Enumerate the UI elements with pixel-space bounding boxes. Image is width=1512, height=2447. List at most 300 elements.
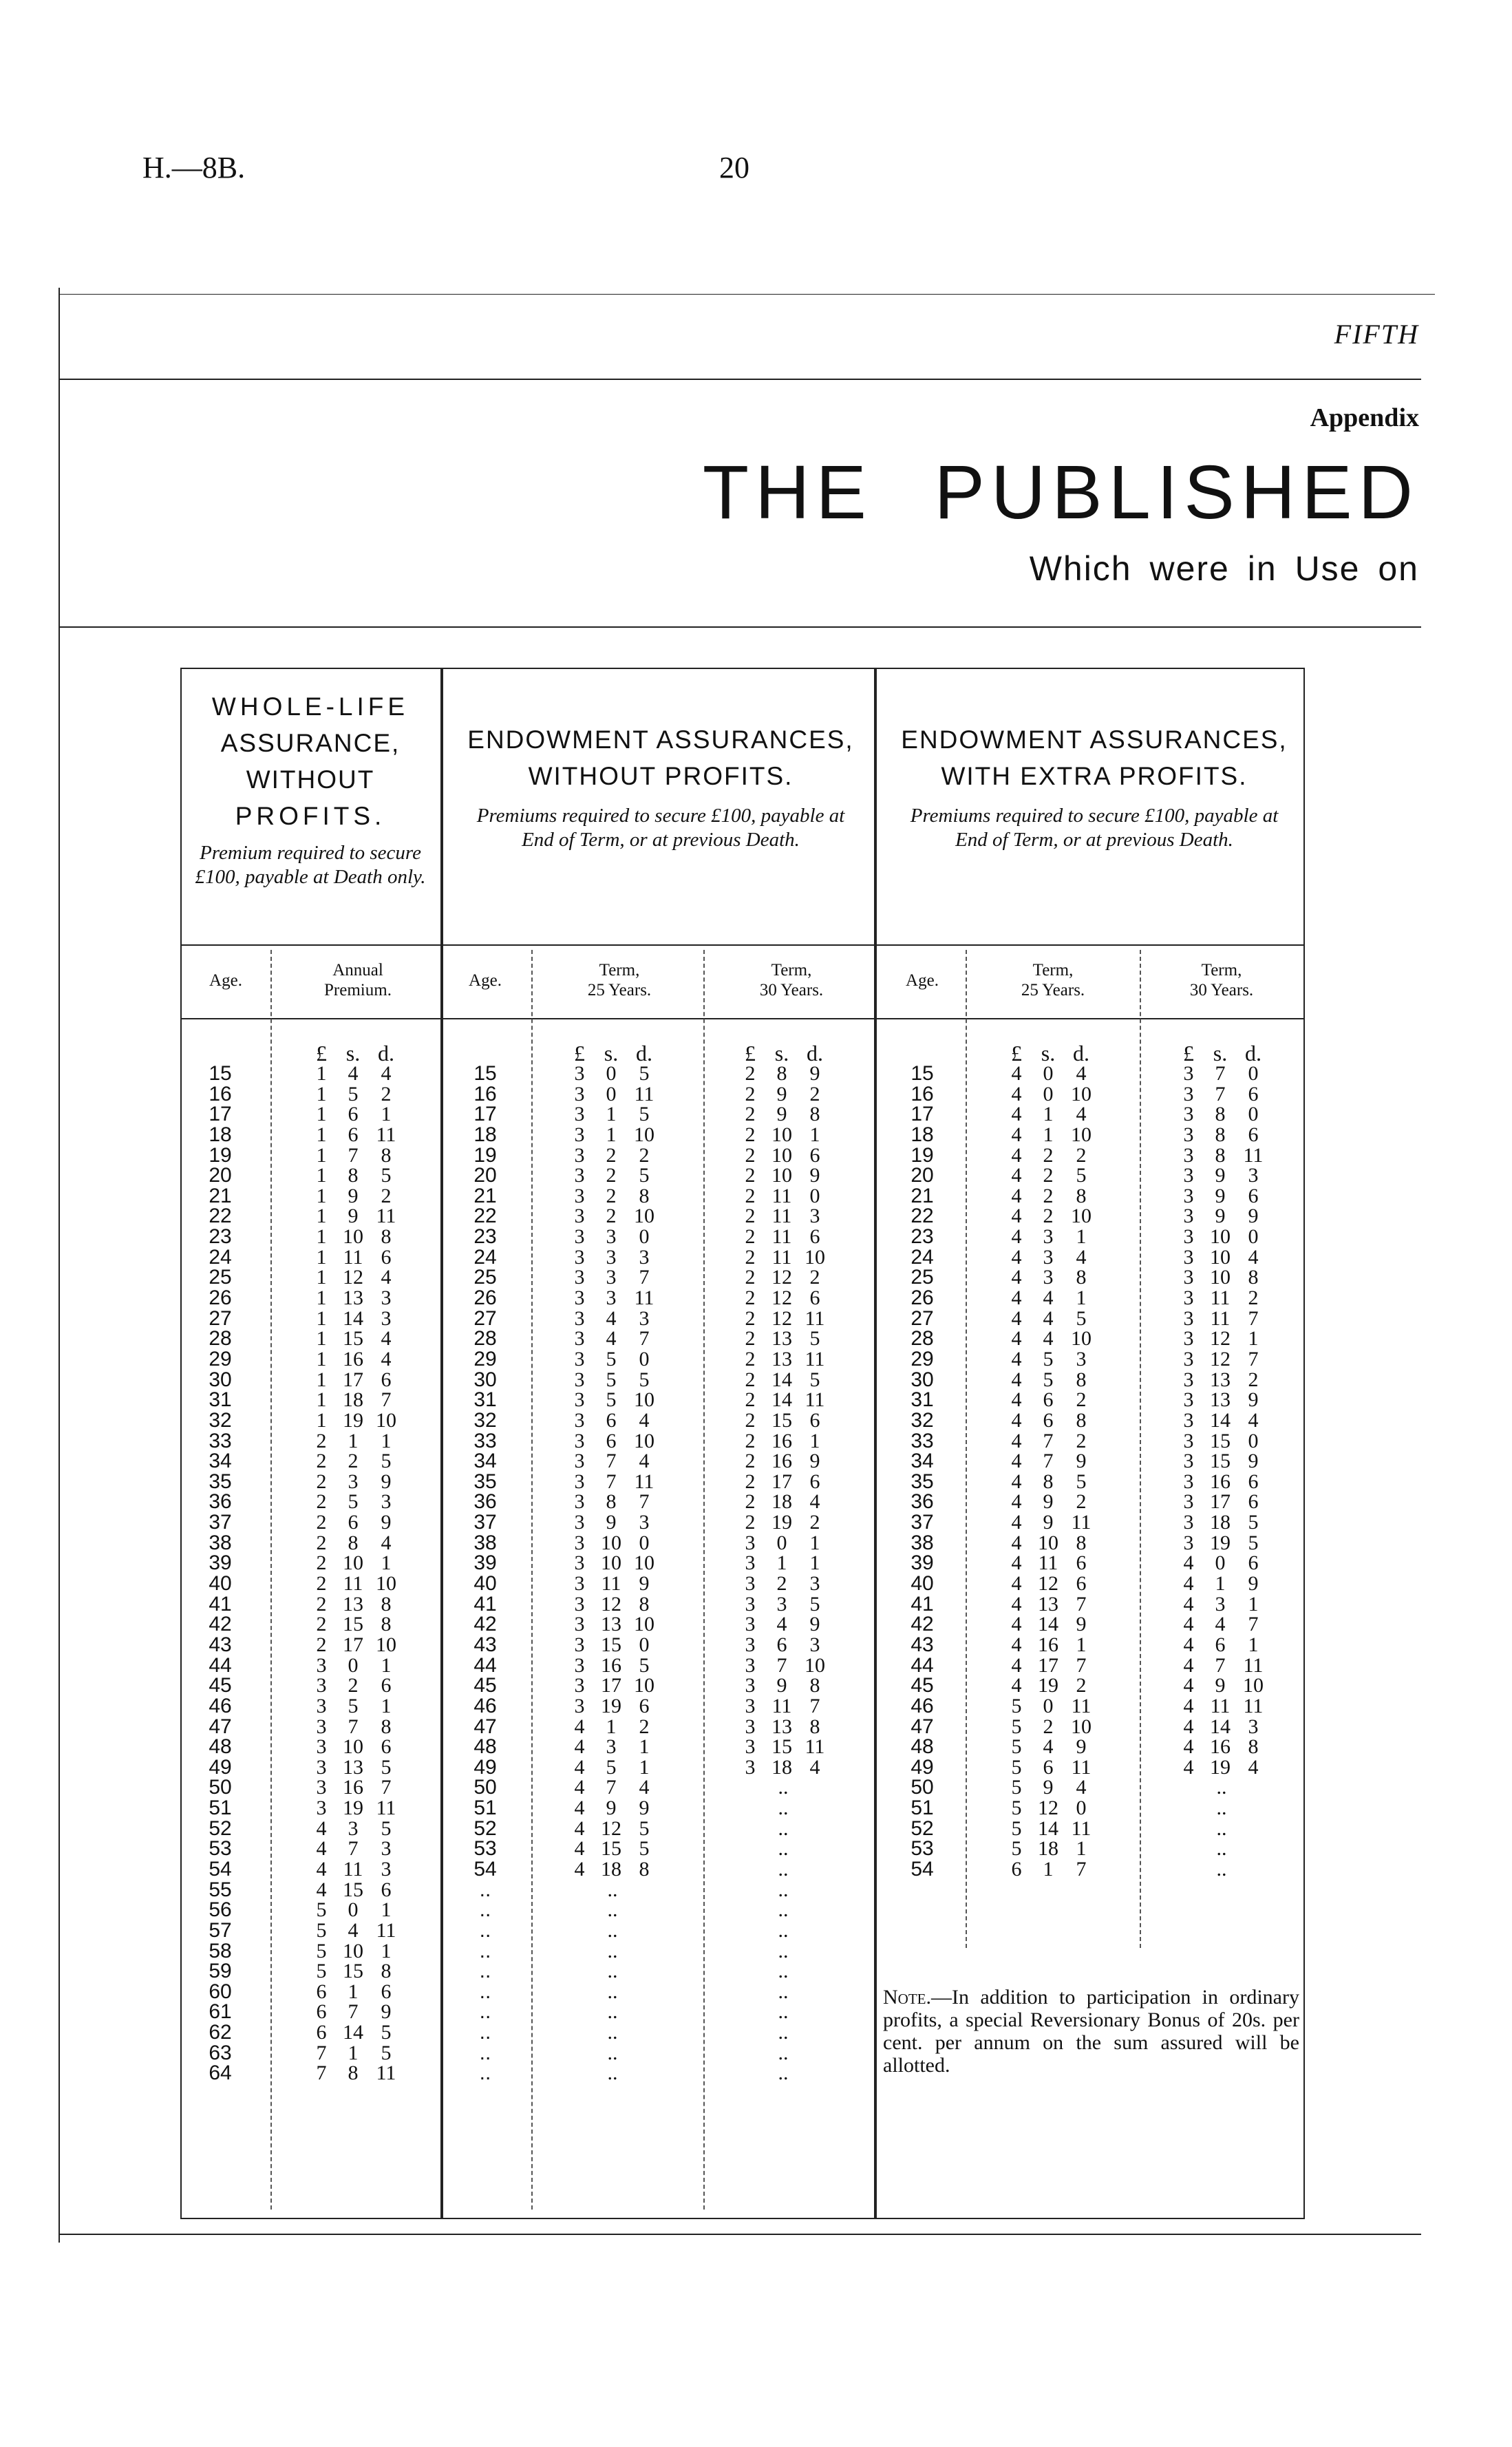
- shillings-value: 15: [601, 1837, 621, 1861]
- pence-value: 9: [639, 1572, 650, 1596]
- premium-cell: [1173, 1306, 1270, 1330]
- age-cell: ..: [479, 1980, 491, 2003]
- pounds-unit: £: [1183, 1041, 1194, 1066]
- pounds-value: 5: [1011, 1755, 1022, 1779]
- section-divider-1: [440, 668, 443, 2219]
- age-cell: 53: [911, 1837, 934, 1861]
- pence-value: 5: [1248, 1531, 1259, 1554]
- premium-cell: [306, 1349, 403, 1370]
- premium-cell: [306, 1492, 403, 1512]
- pence-value: 8: [381, 1225, 392, 1249]
- pence-value: 1: [639, 1735, 650, 1759]
- premium-cell: [306, 1635, 403, 1655]
- age-cell: 29: [473, 1347, 497, 1370]
- premium-cell: [1001, 1635, 1098, 1655]
- pounds-value: 3: [1183, 1062, 1194, 1085]
- premium-cell: [306, 1961, 403, 1982]
- pence-value: 6: [1248, 1470, 1259, 1493]
- shillings-value: 12: [601, 1592, 621, 1616]
- shillings-value: 3: [606, 1225, 617, 1249]
- age-cell: 35: [209, 1470, 232, 1493]
- empty-cell: ..: [1216, 1857, 1227, 1881]
- col-header-term-30: [1142, 960, 1301, 1000]
- premium-cell: [1001, 1472, 1098, 1492]
- shillings-value: 13: [343, 1592, 363, 1616]
- premium-cell: [306, 1757, 403, 1778]
- pence-value: 10: [376, 1633, 396, 1656]
- pounds-value: 4: [1011, 1388, 1022, 1412]
- shillings-value: 13: [343, 1755, 363, 1779]
- age-cell: 29: [209, 1347, 232, 1370]
- pounds-value: 3: [745, 1653, 756, 1677]
- empty-cell: ..: [778, 1878, 789, 1901]
- frame-left-border: [58, 288, 60, 2243]
- pounds-value: 3: [574, 1245, 585, 1269]
- premium-cell: [564, 1635, 661, 1655]
- age-cell: 35: [911, 1470, 934, 1493]
- pounds-value: 3: [1183, 1143, 1194, 1167]
- premium-cell: [306, 2063, 403, 2084]
- age-cell: 32: [209, 1408, 232, 1432]
- age-cell: 39: [209, 1551, 232, 1575]
- premium-cell: [735, 1675, 831, 1696]
- pence-value: 10: [1071, 1082, 1092, 1105]
- shillings-value: 1: [348, 1429, 359, 1452]
- pounds-value: 1: [316, 1347, 327, 1370]
- shillings-value: 2: [1043, 1205, 1054, 1228]
- premium-cell: [564, 1206, 661, 1227]
- pence-value: 8: [1248, 1735, 1259, 1759]
- pence-value: 8: [1076, 1408, 1087, 1432]
- shillings-value: 11: [1210, 1286, 1231, 1310]
- age-cell: 45: [209, 1674, 232, 1697]
- premium-cell: [564, 1165, 661, 1186]
- pence-value: 2: [1076, 1490, 1087, 1514]
- pounds-value: 3: [574, 1266, 585, 1289]
- shillings-value: 15: [343, 1327, 363, 1350]
- shillings-value: 0: [348, 1898, 359, 1922]
- premium-cell: [1173, 1370, 1270, 1390]
- premium-cell: [564, 1675, 661, 1696]
- premium-cell: [1173, 1084, 1270, 1105]
- pence-value: 9: [381, 2000, 392, 2024]
- premium-cell: [564, 1839, 661, 1859]
- shillings-value: 16: [1038, 1633, 1058, 1656]
- shillings-value: 10: [1210, 1266, 1231, 1289]
- shillings-value: 2: [606, 1184, 617, 1207]
- premium-column-whole-life: [306, 1063, 403, 2084]
- age-cell: 42: [209, 1613, 232, 1636]
- shillings-value: 13: [343, 1286, 363, 1310]
- pounds-value: 6: [316, 2000, 327, 2024]
- pence-value: 3: [381, 1306, 392, 1330]
- pounds-value: 3: [745, 1531, 756, 1554]
- shillings-value: 1: [606, 1715, 617, 1738]
- pence-value: 2: [1076, 1429, 1087, 1452]
- shillings-value: 7: [1215, 1062, 1226, 1085]
- premium-cell: [1173, 1206, 1270, 1227]
- pence-value: 7: [381, 1388, 392, 1412]
- header-line: 30 Years.: [1189, 981, 1254, 999]
- premium-cell: [306, 1533, 403, 1554]
- age-cell: 41: [911, 1592, 934, 1616]
- shillings-value: 8: [1215, 1143, 1226, 1167]
- pounds-value: 3: [574, 1450, 585, 1473]
- age-cell: 26: [911, 1286, 934, 1310]
- pence-value: 10: [805, 1653, 825, 1677]
- pounds-value: 4: [1011, 1082, 1022, 1105]
- pounds-value: 1: [316, 1286, 327, 1310]
- pence-unit: d.: [378, 1041, 394, 1066]
- pence-value: 4: [1076, 1245, 1087, 1269]
- pence-value: 4: [1076, 1776, 1087, 1799]
- shillings-value: 6: [1043, 1755, 1054, 1779]
- shillings-value: 3: [1043, 1225, 1054, 1249]
- pence-value: 10: [634, 1613, 654, 1636]
- shillings-value: 8: [348, 2062, 359, 2085]
- age-cell: ..: [479, 2000, 491, 2024]
- empty-cell: ..: [778, 1898, 789, 1922]
- header-line: Term,: [771, 961, 812, 979]
- premium-cell: [564, 1104, 661, 1125]
- premium-cell: [306, 1431, 403, 1452]
- premium-cell: [1001, 1349, 1098, 1370]
- shillings-value: 8: [1215, 1103, 1226, 1126]
- premium-cell: [735, 1553, 831, 1574]
- age-cell: 50: [911, 1776, 934, 1799]
- pence-value: 4: [639, 1776, 650, 1799]
- pence-value: 2: [809, 1511, 820, 1534]
- empty-cell: ..: [778, 2021, 789, 2044]
- pence-value: 9: [1248, 1572, 1259, 1596]
- age-cell: 43: [473, 1633, 497, 1656]
- pounds-value: 2: [745, 1490, 756, 1514]
- premium-cell: [1173, 1390, 1270, 1410]
- age-cell: 27: [209, 1306, 232, 1330]
- premium-cell: [564, 1227, 661, 1247]
- shillings-value: 6: [1215, 1633, 1226, 1656]
- pounds-value: 4: [1011, 1286, 1022, 1310]
- shillings-value: 3: [348, 1816, 359, 1840]
- premium-cell: [1173, 1512, 1270, 1533]
- premium-cell: [306, 1941, 403, 1962]
- shillings-value: 6: [776, 1633, 787, 1656]
- shillings-value: 10: [343, 1939, 363, 1962]
- shillings-value: 11: [771, 1184, 792, 1207]
- premium-cell: [564, 1574, 661, 1594]
- shillings-value: 11: [343, 1572, 363, 1596]
- shillings-value: 16: [771, 1450, 792, 1473]
- pence-value: 9: [1248, 1205, 1259, 1228]
- pence-unit: d.: [636, 1041, 652, 1066]
- premium-cell: [735, 1451, 831, 1472]
- age-cell: 53: [209, 1837, 232, 1861]
- premium-cell: [306, 1574, 403, 1594]
- shillings-value: 9: [776, 1082, 787, 1105]
- frame-rule-2: [58, 626, 1421, 628]
- premium-cell: [1001, 1410, 1098, 1431]
- premium-cell: [1173, 1553, 1270, 1574]
- shillings-value: 7: [606, 1776, 617, 1799]
- premium-cell: [1173, 1186, 1270, 1207]
- premium-cell: [306, 1084, 403, 1105]
- shillings-value: 7: [606, 1450, 617, 1473]
- pence-value: 11: [1071, 1694, 1092, 1717]
- pence-value: 5: [639, 1368, 650, 1391]
- age-cell: 37: [473, 1511, 497, 1534]
- premium-cell: [1001, 1063, 1098, 1084]
- age-cell: 26: [209, 1286, 232, 1310]
- pounds-value: 2: [745, 1388, 756, 1412]
- pence-unit: d.: [807, 1041, 823, 1066]
- column-separator: [531, 950, 533, 2210]
- premium-cell: [1173, 1145, 1270, 1166]
- pounds-value: 4: [1011, 1613, 1022, 1636]
- pounds-value: 4: [1011, 1266, 1022, 1289]
- premium-cell: [564, 1410, 661, 1431]
- age-cell: 33: [911, 1429, 934, 1452]
- pounds-value: 3: [316, 1797, 327, 1820]
- pounds-value: 3: [574, 1511, 585, 1534]
- pence-value: 0: [1248, 1103, 1259, 1126]
- pounds-value: 3: [316, 1694, 327, 1717]
- premium-cell: [1001, 1655, 1098, 1676]
- pence-value: 6: [381, 1368, 392, 1391]
- shillings-value: 10: [1210, 1245, 1231, 1269]
- shillings-value: 9: [1043, 1511, 1054, 1534]
- premium-cell: [564, 1084, 661, 1105]
- pence-value: 1: [1248, 1592, 1259, 1616]
- premium-cell: [564, 1063, 661, 1084]
- age-cell: 16: [473, 1082, 497, 1105]
- pence-value: 4: [1248, 1408, 1259, 1432]
- pounds-value: 3: [574, 1429, 585, 1452]
- premium-cell: [564, 1737, 661, 1757]
- shillings-value: 14: [343, 2021, 363, 2044]
- pounds-value: 1: [316, 1143, 327, 1167]
- pounds-value: 3: [1183, 1306, 1194, 1330]
- pounds-value: 3: [316, 1653, 327, 1677]
- shillings-value: 9: [606, 1511, 617, 1534]
- pounds-value: 3: [1183, 1347, 1194, 1370]
- header-line: 30 Years.: [759, 981, 824, 999]
- pence-value: 6: [809, 1143, 820, 1167]
- premium-cell: [1001, 1717, 1098, 1737]
- pence-value: 5: [1076, 1306, 1087, 1330]
- shillings-value: 13: [771, 1327, 792, 1350]
- pence-value: 1: [381, 1653, 392, 1677]
- empty-cell: ..: [778, 1797, 789, 1820]
- age-cell: 33: [473, 1429, 497, 1452]
- pence-value: 10: [1071, 1715, 1092, 1738]
- pence-value: 4: [381, 1062, 392, 1085]
- shillings-value: 19: [771, 1511, 792, 1534]
- age-cell: 50: [473, 1776, 497, 1799]
- header-line: Term,: [1201, 961, 1242, 979]
- shillings-value: 15: [771, 1408, 792, 1432]
- section-whole-life: [183, 688, 438, 889]
- shillings-value: 14: [1210, 1408, 1231, 1432]
- pounds-value: 3: [1183, 1225, 1194, 1249]
- term25-column-endowment-with: [1001, 1063, 1098, 1880]
- shillings-value: 4: [1043, 1327, 1054, 1350]
- age-cell: 51: [911, 1797, 934, 1820]
- pounds-value: 5: [1011, 1837, 1022, 1861]
- pounds-value: 1: [316, 1082, 327, 1105]
- shillings-value: 11: [1210, 1306, 1231, 1330]
- age-cell: 39: [473, 1551, 497, 1575]
- pounds-value: 1: [316, 1368, 327, 1391]
- premium-cell: [735, 1574, 831, 1594]
- pence-value: 1: [381, 1551, 392, 1575]
- age-cell: 55: [209, 1878, 232, 1901]
- age-cell: 38: [911, 1531, 934, 1554]
- shillings-value: 10: [771, 1123, 792, 1146]
- shillings-value: 8: [348, 1164, 359, 1187]
- premium-cell: [735, 1063, 831, 1084]
- pence-value: 7: [1248, 1347, 1259, 1370]
- age-cell: 26: [473, 1286, 497, 1310]
- empty-cell: ..: [778, 1816, 789, 1840]
- shillings-value: 11: [1210, 1694, 1231, 1717]
- header-line: Term,: [599, 961, 640, 979]
- premium-cell: [306, 1306, 403, 1330]
- shillings-value: 17: [601, 1674, 621, 1697]
- premium-cell: [564, 1816, 661, 1840]
- age-cell: 52: [209, 1816, 232, 1840]
- empty-cell: ..: [607, 2062, 618, 2085]
- pounds-value: 3: [1183, 1450, 1194, 1473]
- premium-cell: [1001, 1431, 1098, 1452]
- empty-cell: ..: [778, 1776, 789, 1799]
- empty-cell: ..: [607, 1918, 618, 1942]
- shillings-value: 7: [348, 1143, 359, 1167]
- pounds-value: 3: [574, 1572, 585, 1596]
- shillings-value: 13: [1210, 1388, 1231, 1412]
- pence-value: 7: [1248, 1306, 1259, 1330]
- shillings-value: 9: [1215, 1184, 1226, 1207]
- age-cell: 17: [473, 1103, 497, 1126]
- heading-fifth: FIFTH: [1334, 319, 1419, 350]
- pence-value: 10: [634, 1388, 654, 1412]
- premium-cell: [1001, 1104, 1098, 1125]
- shillings-value: 10: [343, 1735, 363, 1759]
- pounds-value: 1: [316, 1225, 327, 1249]
- premium-cell: [1173, 1125, 1270, 1145]
- shillings-value: 3: [1215, 1592, 1226, 1616]
- empty-cell: ..: [778, 1980, 789, 2003]
- pence-value: 9: [809, 1164, 820, 1187]
- age-cell: 28: [473, 1327, 497, 1350]
- pence-value: 5: [809, 1592, 820, 1616]
- premium-cell: [1001, 1186, 1098, 1207]
- pounds-value: 4: [1011, 1450, 1022, 1473]
- pounds-value: 3: [1183, 1511, 1194, 1534]
- section-subtitle: Premiums required to secure £100, payable at End of Term, or at previous Death.: [910, 805, 1279, 851]
- shillings-value: 4: [348, 1918, 359, 1942]
- pence-value: 11: [805, 1347, 825, 1370]
- pence-value: 10: [634, 1551, 654, 1575]
- premium-cell: [735, 1104, 831, 1125]
- pounds-value: 3: [574, 1674, 585, 1697]
- pounds-value: 3: [1183, 1103, 1194, 1126]
- pence-value: 9: [1248, 1450, 1259, 1473]
- age-cell: 33: [209, 1429, 232, 1452]
- premium-cell: [1173, 1737, 1270, 1757]
- title-line: ENDOWMENT ASSURANCES,: [467, 725, 854, 754]
- pence-value: 7: [1076, 1653, 1087, 1677]
- pence-value: 3: [809, 1205, 820, 1228]
- pounds-value: 3: [574, 1164, 585, 1187]
- shillings-value: 16: [343, 1776, 363, 1799]
- shillings-value: 0: [1043, 1082, 1054, 1105]
- premium-cell: [306, 1717, 403, 1737]
- age-cell: 46: [911, 1694, 934, 1717]
- pounds-value: 4: [1183, 1592, 1194, 1616]
- pounds-value: 3: [1183, 1388, 1194, 1412]
- pounds-value: 4: [1183, 1755, 1194, 1779]
- pounds-value: 2: [745, 1450, 756, 1473]
- age-cell: 31: [209, 1388, 232, 1412]
- empty-cell: ..: [607, 1898, 618, 1922]
- pounds-value: 4: [1011, 1531, 1022, 1554]
- pounds-value: 2: [745, 1225, 756, 1249]
- section-endowment-with-profits: [884, 721, 1304, 852]
- pounds-value: 2: [316, 1490, 327, 1514]
- shillings-value: 17: [1038, 1653, 1058, 1677]
- shillings-value: 18: [1210, 1511, 1231, 1534]
- premium-cell: [1173, 1165, 1270, 1186]
- pence-value: 2: [381, 1184, 392, 1207]
- pence-value: 3: [381, 1857, 392, 1881]
- age-cell: 38: [473, 1531, 497, 1554]
- age-cell: 44: [473, 1653, 497, 1677]
- title-line: WHOLE-LIFE: [211, 692, 409, 721]
- pounds-value: 4: [1011, 1327, 1022, 1350]
- empty-cell: ..: [607, 2041, 618, 2064]
- shillings-value: 2: [1043, 1164, 1054, 1187]
- premium-cell: [735, 1328, 831, 1349]
- pence-value: 4: [809, 1490, 820, 1514]
- empty-cell: ..: [778, 1960, 789, 1983]
- pounds-value: 7: [316, 2062, 327, 2085]
- empty-cell: ..: [607, 1878, 618, 1901]
- pounds-value: 2: [316, 1633, 327, 1656]
- pounds-value: 4: [1183, 1653, 1194, 1677]
- header-line: Annual: [332, 961, 383, 979]
- age-column-whole-life: [193, 1063, 248, 2084]
- shillings-value: 2: [348, 1674, 359, 1697]
- pence-value: 4: [809, 1755, 820, 1779]
- pence-value: 11: [634, 1082, 654, 1105]
- pence-value: 3: [639, 1511, 650, 1534]
- header-line: Term,: [1032, 961, 1074, 979]
- premium-cell: [564, 1777, 661, 1798]
- age-cell: 59: [209, 1960, 232, 1983]
- shillings-value: 1: [776, 1551, 787, 1575]
- pounds-value: 3: [574, 1388, 585, 1412]
- premium-cell: [564, 1717, 661, 1737]
- premium-cell: [306, 1777, 403, 1798]
- premium-cell: [735, 1635, 831, 1655]
- pence-value: 11: [376, 1205, 396, 1228]
- pence-value: 9: [1076, 1450, 1087, 1473]
- age-cell: 23: [473, 1225, 497, 1249]
- shillings-value: 18: [771, 1755, 792, 1779]
- premium-cell: [564, 1328, 661, 1349]
- pounds-value: 3: [745, 1674, 756, 1697]
- premium-cell: [306, 1614, 403, 1635]
